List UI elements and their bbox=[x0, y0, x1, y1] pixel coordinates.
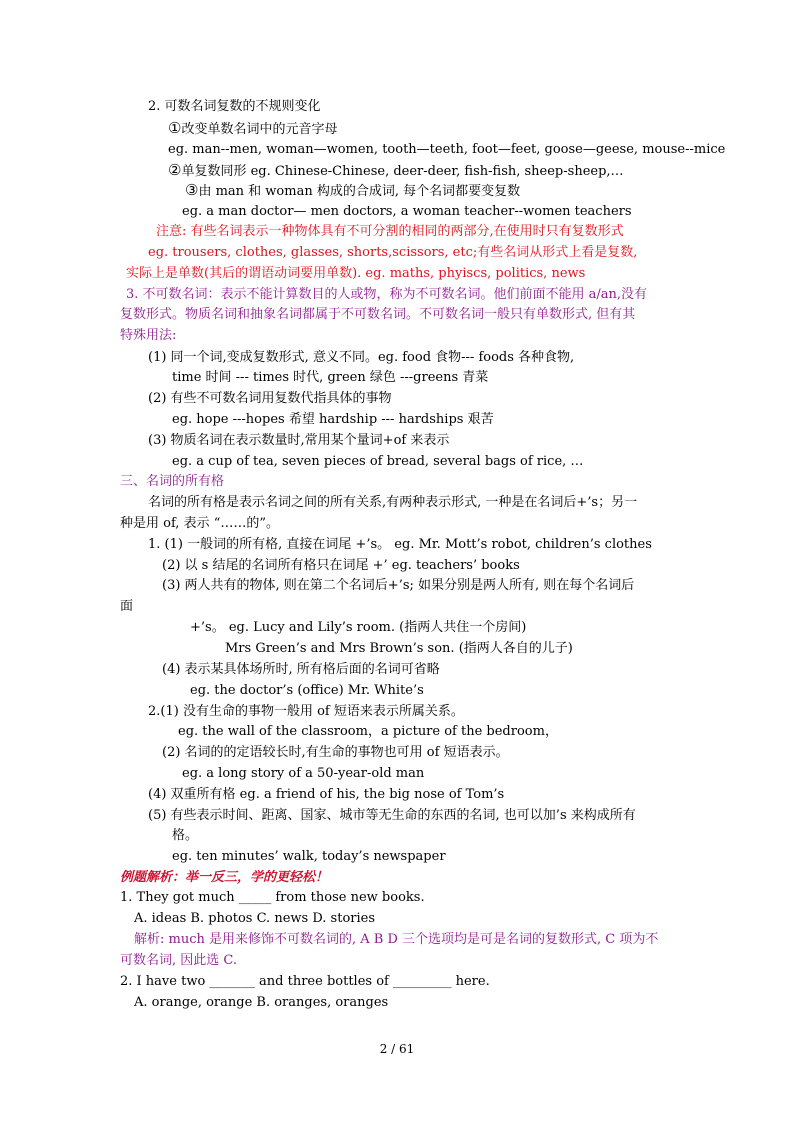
example-line: Mrs Green’s and Mrs Brown’s son. (指两人各自的儿子) bbox=[225, 641, 573, 656]
example-line: eg. a cup of tea, seven pieces of bread, several bags of rice, … bbox=[172, 454, 584, 469]
example-line: eg. a man doctor— men doctors, a woman teacher--women teachers bbox=[182, 204, 632, 219]
question-1: 1. They got much _____ from those new books. bbox=[120, 890, 425, 905]
list-item: 2.(1) 没有生命的事物一般用 of 短语来表示所属关系。 bbox=[148, 704, 464, 719]
list-item: (1) 同一个词,变成复数形式, 意义不同。eg. food 食物--- foods 各种食物, bbox=[148, 350, 575, 365]
analysis-line: 解析: much 是用来修饰不可数名词的, A B D 三个选项均是可是名词的复数形式, C 项为不 bbox=[134, 932, 659, 947]
rule-item-3 bbox=[185, 181, 520, 201]
question-1-options: A. ideas B. photos C. news D. stories bbox=[134, 911, 376, 926]
rule-item-2 bbox=[168, 161, 624, 181]
question-2-options: A. orange, orange B. oranges, oranges bbox=[134, 995, 389, 1010]
paragraph-line: 复数形式。物质名词和抽象名词都属于不可数名词。不可数名词一般只有单数形式, 但有其 bbox=[120, 307, 636, 322]
rule-text: 由 man 和 woman 构成的合成词, 每个名词都要变复数 bbox=[198, 184, 521, 199]
list-item: (2) 名词的的定语较长时,有生命的事物也可用 of 短语表示。 bbox=[162, 745, 509, 760]
list-item: (3) 两人共有的物体, 则在第二个名词后+’s; 如果分别是两人所有, 则在每个名词后 bbox=[162, 578, 635, 593]
note-line: 注意: 有些名词表示一种物体具有不可分割的相同的两部分,在使用时只有复数形式 bbox=[156, 224, 624, 239]
list-item: (2) 以 s 结尾的名词所有格只在词尾 +’ eg. teachers’ books bbox=[162, 558, 520, 573]
example-line: eg. man--men, woman—women, tooth—teeth, foot—feet, goose—geese, mouse--mice bbox=[168, 142, 726, 157]
section-heading-possessive: 三、名词的所有格 bbox=[120, 474, 225, 489]
list-item-continuation: 面 bbox=[120, 599, 134, 614]
section-heading-irregular-plurals: 2. 可数名词复数的不规则变化 bbox=[148, 99, 321, 114]
list-item: (3) 物质名词在表示数量时,常用某个量词+of 来表示 bbox=[148, 433, 450, 448]
example-line: eg. the doctor’s (office) Mr. White’s bbox=[190, 683, 424, 698]
rule-text: 单复数同形 eg. Chinese-Chinese, deer-deer, fish-fish, sheep-sheep,… bbox=[181, 164, 624, 179]
paragraph-line: 种是用 of, 表示 “……的”。 bbox=[120, 516, 279, 531]
example-line: eg. hope ---hopes 希望 hardship --- hardships 艰苦 bbox=[172, 412, 494, 427]
list-item: (4) 双重所有格 eg. a friend of his, the big nose of Tom’s bbox=[148, 787, 505, 802]
list-item-continuation: 格。 bbox=[172, 828, 199, 843]
page-number: 2 / 61 bbox=[379, 1042, 415, 1056]
paragraph-line: 名词的所有格是表示名词之间的所有关系,有两种表示形式, 一种是在名词后+’s；另一 bbox=[148, 495, 638, 510]
circled-number-2: ② bbox=[168, 161, 182, 179]
circled-number-1: ① bbox=[168, 119, 182, 137]
example-line: time 时间 --- times 时代, green 绿色 ---greens 青菜 bbox=[172, 370, 489, 385]
example-line: +’s。 eg. Lucy and Lily’s room. (指两人共住一个房间) bbox=[190, 620, 527, 635]
example-line: eg. the wall of the classroom，a picture of the bedroom， bbox=[178, 724, 558, 739]
circled-number-3: ③ bbox=[185, 181, 199, 199]
question-2: 2. I have two _______ and three bottles of _________ here. bbox=[120, 974, 490, 989]
worked-examples-heading: 例题解析：举一反三，学的更轻松！ bbox=[120, 870, 329, 885]
list-item: (4) 表示某具体场所时, 所有格后面的名词可省略 bbox=[162, 662, 440, 677]
example-line: eg. a long story of a 50-year-old man bbox=[182, 766, 425, 781]
list-item: (2) 有些不可数名词用复数代指具体的事物 bbox=[148, 391, 392, 406]
rule-text: 改变单数名词中的元音字母 bbox=[181, 122, 338, 137]
note-line: eg. trousers, clothes, glasses, shorts,scissors, etc;有些名词从形式上看是复数, bbox=[148, 245, 638, 260]
note-line: 实际上是单数(其后的谓语动词要用单数). eg. maths, phyiscs, politics, news bbox=[126, 266, 586, 281]
section-heading-uncountable: 3. 不可数名词：表示不能计算数目的人或物，称为不可数名词。他们前面不能用 a/an,没有 bbox=[126, 287, 648, 302]
list-item: (5) 有些表示时间、距离、国家、城市等无生命的东西的名词, 也可以加’s 来构成所有 bbox=[148, 808, 636, 823]
example-line: eg. ten minutes’ walk, today’s newspaper bbox=[172, 849, 446, 864]
list-item: 1. (1) 一般词的所有格, 直接在词尾 +’s。 eg. Mr. Mott’s robot, children’s clothes bbox=[148, 537, 652, 552]
analysis-line: 可数名词, 因此选 C. bbox=[120, 953, 238, 968]
paragraph-line: 特殊用法: bbox=[120, 328, 177, 343]
rule-item-1 bbox=[168, 119, 337, 139]
